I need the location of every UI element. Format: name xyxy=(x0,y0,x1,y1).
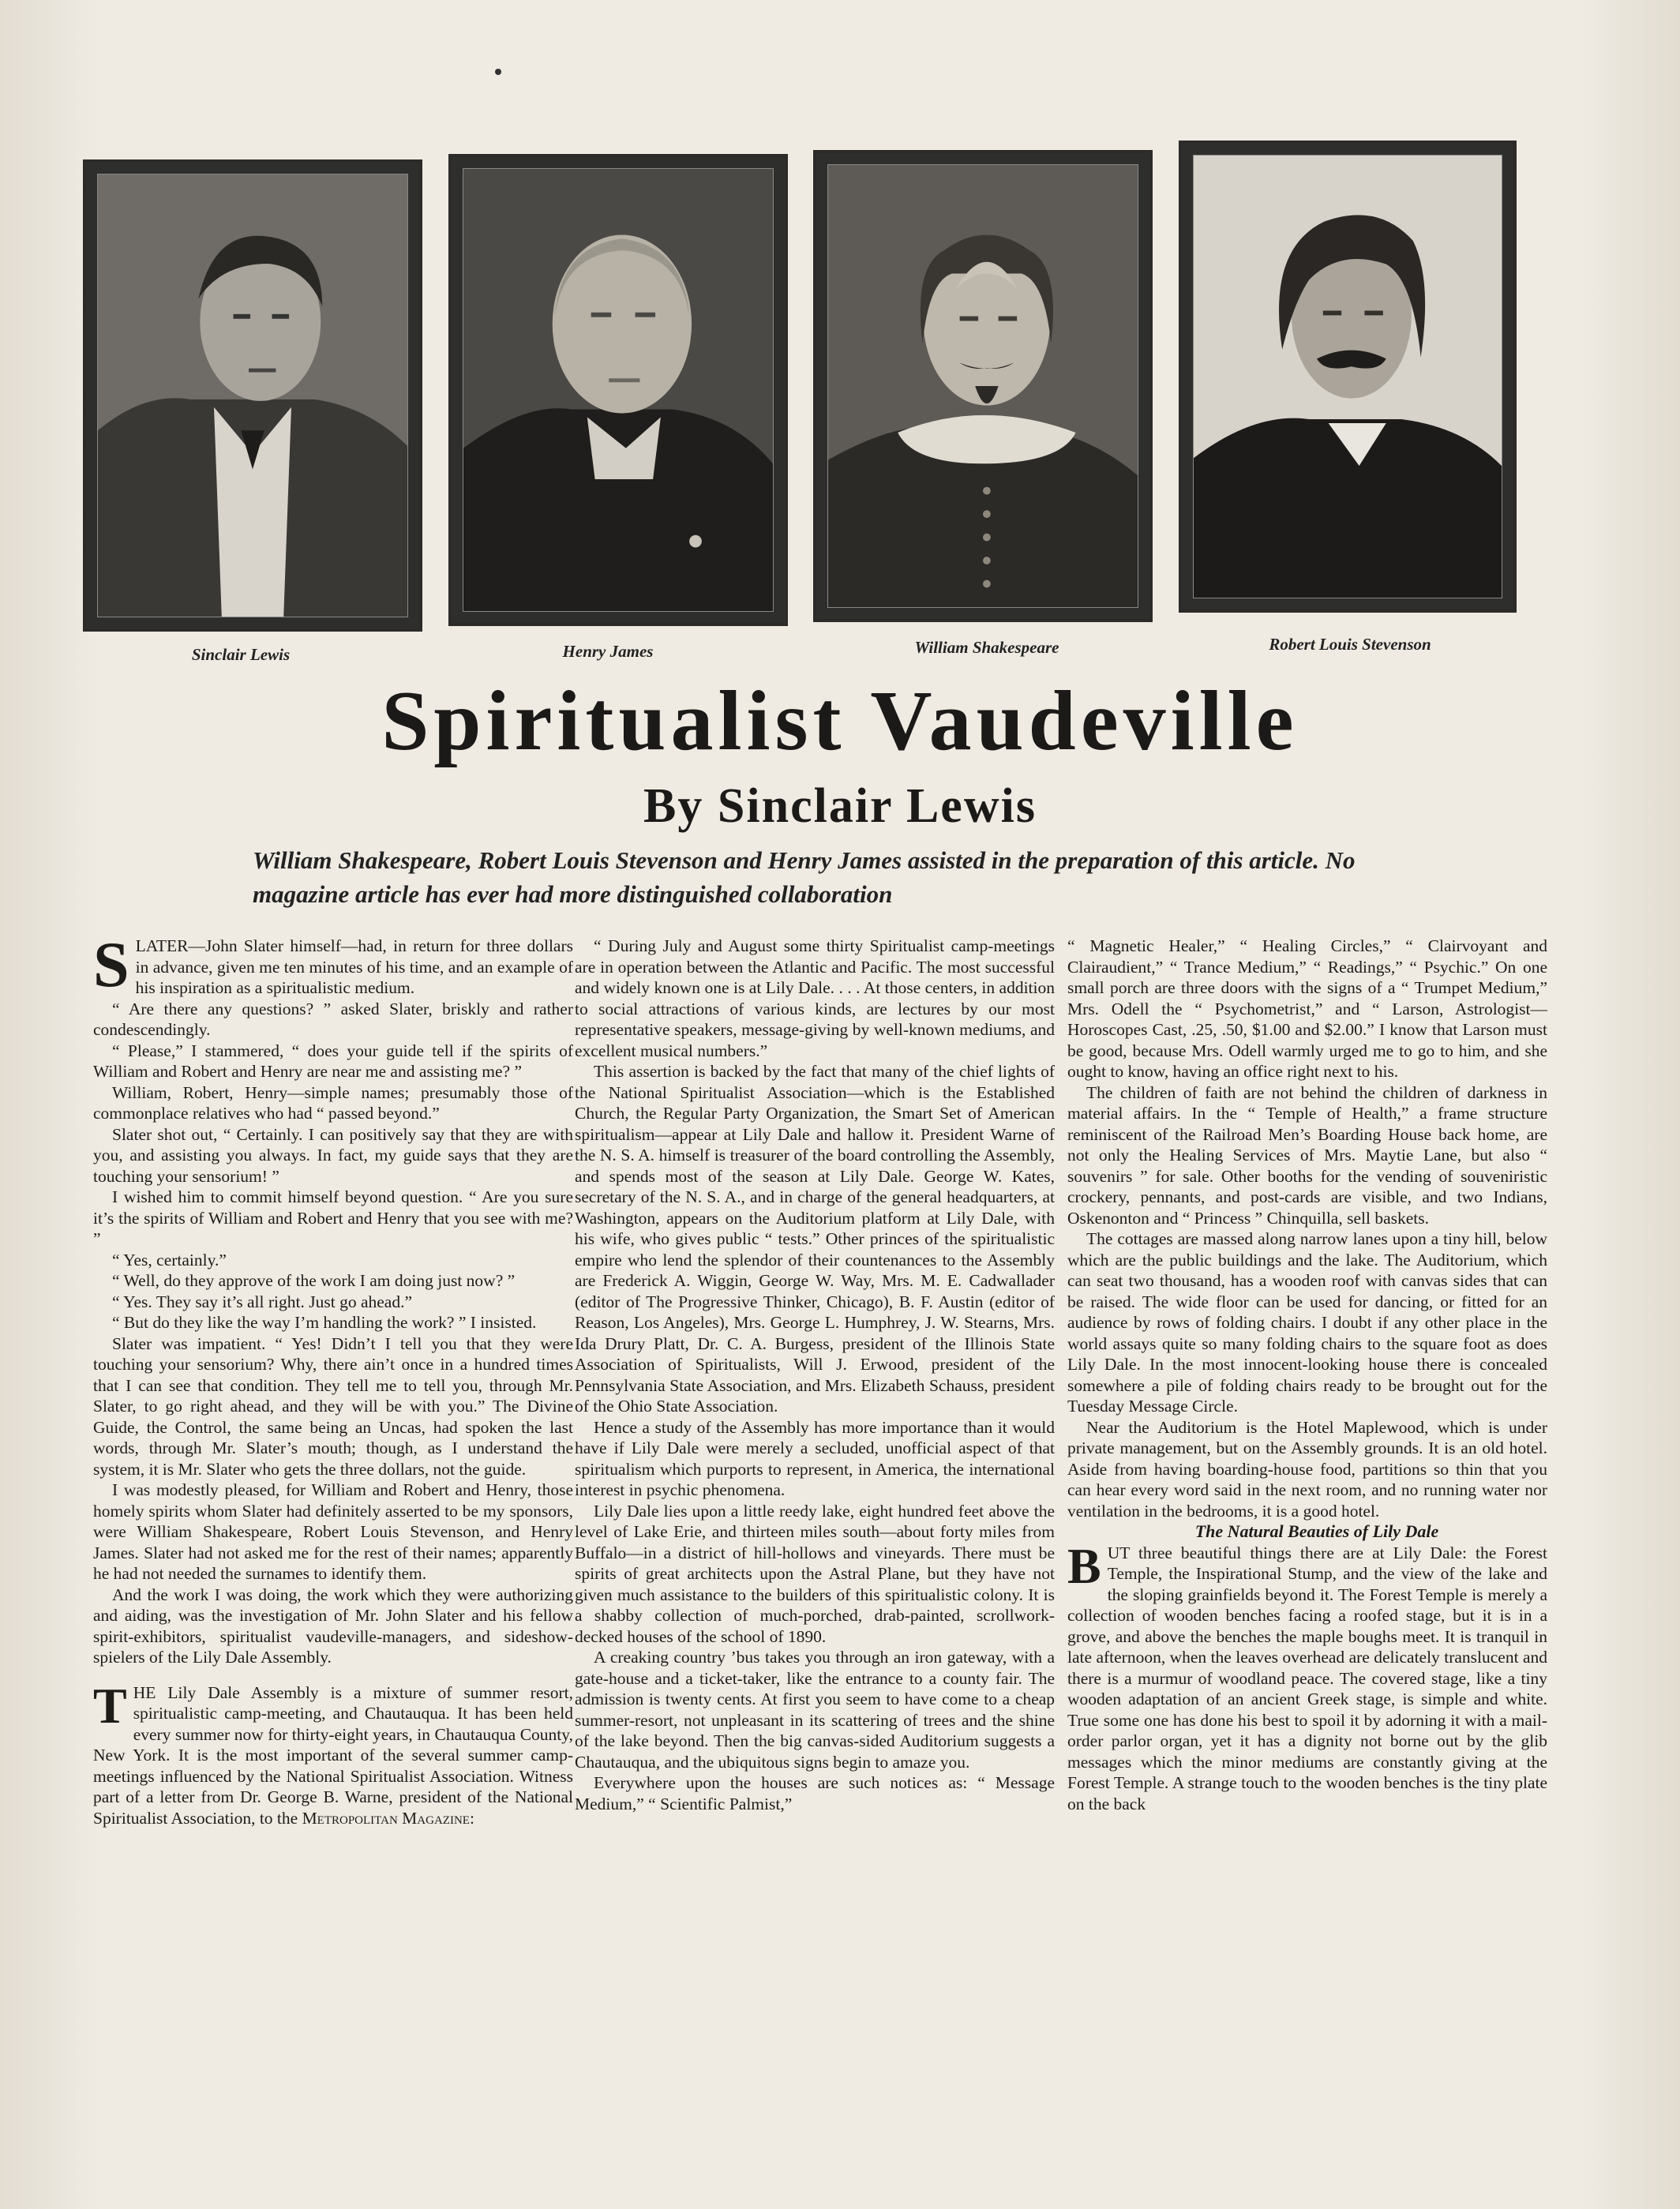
paragraph: I was modestly pleased, for William and Robert and Henry, those homely spirits whom Slater had definitely asserted to be my sponsors, were William Shakespeare, Robert Louis Stevenson, and Henry James. Slater had not asked me for the rest of their names; apparently he had not needed the surnames to identify them. xyxy=(93,1480,573,1583)
william-shakespeare-engraving xyxy=(828,165,1138,607)
paragraph: SLATER—John Slater himself—had, in return for three dollars in advance, given me ten minutes of his time, and an example of his inspiration as a spiritualistic medium. xyxy=(93,936,573,1000)
caption-henry-james: Henry James xyxy=(562,642,654,661)
paragraph: I wished him to commit himself beyond question. “ Are you sure it’s the spirits of William and Robert and Henry that you see with me? ” xyxy=(93,1187,573,1248)
paragraph: “ Magnetic Healer,” “ Healing Circles,” “ Clairvoyant and Clairaudient,” “ Trance Medium,” “ Readings,” “ Psychic.” On one small porch are three doors with the signs of a “ Trumpet Medium,” Mrs. Odell the “ Psychometrist,” and “ Larson, Astrologist—Horoscopes Cast, .25, .50, $1.00 and $2.00.” I know that Larson must be good, because Mrs. Odell warmly urged me to go to him, and she ought to know, having an office right next to his. xyxy=(1067,936,1547,1081)
ink-dot xyxy=(495,69,501,75)
text-column-3 xyxy=(1067,936,1547,2100)
portrait-william-shakespeare xyxy=(813,150,1153,622)
paragraph: “ Well, do they approve of the work I am doing just now? ” xyxy=(112,1271,516,1290)
article-deck: William Shakespeare, Robert Louis Stevenson and Henry James assisted in the preparation of this article. No magazine article has ever had more distinguished collaboration xyxy=(253,846,1356,908)
text-column-1 xyxy=(93,936,573,2100)
henry-james-photo xyxy=(463,169,773,611)
paragraph: Lily Dale lies upon a little reedy lake, eight hundred feet above the level of Lake Erie, and thirteen miles south—about forty miles from Buffalo—in a district of hill-hollows and vineyards. There must be spirits of great architects upon the Astral Plane, but they have not given much assistance to the builders of this spiritualistic colony. It is a shabby collection of much-porched, drab-painted, scrollwork-decked houses of the school of 1890. xyxy=(575,1501,1055,1646)
paragraph: Everywhere upon the houses are such notices as: “ Message Medium,” “ Scientific Palmist,” xyxy=(575,1773,1055,1813)
paragraph: BUT three beautiful things there are at Lily Dale: the Forest Temple, the Inspirational Stump, and the view of the lake and the sloping grainfields beyond it. The Forest Temple is merely a collection of wooden benches facing a roofed stage, but it is in a grove, and above the benches the maple boughs meet. It is tranquil in late afternoon, when the leaves overhead are delicately translucent and there is a murmur of woodland peace. The covered stage, like a tiny wooden adaptation of an ancient Greek stage, is simple and white. True some one has done his best to spoil it by adorning it with a mail-order parlor organ, yet it has a dignity not borne out by the glib messages which the minor mediums are constantly giving at the Forest Temple. A strange touch to the wooden benches is the tiny plate on the back xyxy=(1067,1537,1547,1813)
text-column-2 xyxy=(575,936,1055,2100)
paragraph: “ Are there any questions? ” asked Slater, briskly and rather condescendingly. xyxy=(93,999,573,1039)
drop-cap: S xyxy=(93,936,129,1000)
paragraph: The cottages are massed along narrow lanes upon a tiny hill, below which are the public buildings and the lake. The Auditorium, which can seat two thousand, has a wooden roof with canvas sides that can be raised. The wide floor can be used for dancing, or fitted for an audience by rows of folding chairs. I doubt if any other place in the world assays quite so many folding chairs to the square foot as does Lily Dale. In the most innocent-looking house there is concealed somewhere a pile of folding chairs ready to be brought out for the Tuesday Message Circle. xyxy=(1067,1229,1547,1416)
caption-william-shakespeare: William Shakespeare xyxy=(914,638,1059,657)
paragraph: “ During July and August some thirty Spiritualist camp-meetings are in operation between the Atlantic and Pacific. The most successful and widely known one is at Lily Dale. . . . At those centers, in addition to social attractions of various kinds, are lectures by our most representative speakers, message-giving by well-known mediums, and excellent musical numbers.” xyxy=(575,936,1055,1060)
paragraph: Near the Auditorium is the Hotel Maplewood, which is under private management, but on the Assembly grounds. It is an old hotel. Aside from having boarding-house food, partitions so thin that you can hear every word said in the next room, and no running water nor ventilation in the bedrooms, it is a good hotel. xyxy=(1067,1417,1547,1521)
paragraph: “ Yes. They say it’s all right. Just go ahead.” xyxy=(112,1292,412,1311)
drop-cap: B xyxy=(1067,1537,1101,1594)
paragraph: “ Please,” I stammered, “ does your guide tell if the spirits of William and Robert and Henry are near me and assisting me? ” xyxy=(93,1041,573,1081)
paragraph: Slater was impatient. “ Yes! Didn’t I tell you that they were touching your sensorium? Why, there ain’t once in a hundred times that I can see that condition. They tell me to tell you, through Mr. Slater, to go right ahead, and they will be with you.” The Divine Guide, the Control, the same being an Uncas, had spoken the last words, through Mr. Slater’s mouth; though, as I understand the system, it is Mr. Slater who gets the three dollars, not the guide. xyxy=(93,1333,573,1479)
article-byline: By Sinclair Lewis xyxy=(643,779,1037,833)
robert-louis-stevenson-photo xyxy=(1194,156,1502,598)
caption-sinclair-lewis: Sinclair Lewis xyxy=(191,645,291,664)
paragraph: A creaking country ’bus takes you through an iron gateway, with a gate-house and a ticket-taker, like the entrance to a county fair. The admission is twenty cents. At first you seem to have come to a cheap summer-resort, not unpleasant in its scattering of trees and the shine of the lake beyond. Then the big canvas-sided Auditorium suggests a Chautauqua, and the ubiquitous signs begin to amaze you. xyxy=(575,1648,1055,1772)
paragraph: And the work I was doing, the work which they were authorizing and aiding, was the investigation of Mr. John Slater and his fellow spirit-exhibitors, spiritualist vaudeville-managers, and sideshow-spielers of the Lily Dale Assembly. xyxy=(93,1585,573,1667)
sinclair-lewis-photo xyxy=(98,174,407,617)
paragraph: “ Yes, certainly.” xyxy=(112,1250,227,1270)
paragraph: The children of faith are not behind the children of darkness in material affairs. In the “ Temple of Health,” a frame structure reminiscent of the Railroad Men’s Boarding House back home, are not only the Healing Services of Mrs. Maytie Lane, but also “ souvenirs ” for sale. Other booths for the vending of souveniristic crockery, pennants, and post-cards are visible, and two Indians, Oskenonton and “ Princess ” Chinquilla, sell baskets. xyxy=(1067,1082,1547,1228)
caption-robert-louis-stevenson: Robert Louis Stevenson xyxy=(1269,635,1431,654)
portrait-robert-louis-stevenson xyxy=(1179,141,1517,613)
article-title: Spiritualist Vaudeville xyxy=(381,674,1299,768)
paragraph: “ But do they like the way I’m handling the work? ” I insisted. xyxy=(112,1313,537,1332)
portrait-sinclair-lewis xyxy=(83,159,422,632)
portrait-henry-james xyxy=(448,154,788,626)
section-subhead: The Natural Beauties of Lily Dale xyxy=(1194,1521,1439,1541)
paragraph: THE Lily Dale Assembly is a mixture of summer resort, spiritualistic camp-meeting, and Chautauqua. It has been held every summer now for thirty-eight years, in Chautauqua County, New York. It is the most important of the several summer camp-meetings influenced by the National Spiritualist Association. Witness part of a letter from Dr. George B. Warne, president of the National Spiritualist Association, to the Metropolitan Magazine: xyxy=(93,1677,573,1828)
paragraph: William, Robert, Henry—simple names; presumably those of commonplace relatives who had “ passed beyond.” xyxy=(93,1082,573,1123)
paragraph: Slater shot out, “ Certainly. I can positively say that they are with you, and assisting you always. In fact, my guide says that they are touching your sensorium! ” xyxy=(93,1124,573,1186)
drop-cap: T xyxy=(93,1677,127,1734)
paragraph: This assertion is backed by the fact that many of the chief lights of the National Spiritualist Association—which is the Established Church, the Regular Party Organization, the Smart Set of American spiritualism—appear at Lily Dale and hallow it. President Warne of the N. S. A. himself is treasurer of the board controlling the Assembly, and spends most of the season at Lily Dale. George W. Kates, secretary of the N. S. A., and in charge of the general headquarters, at Washington, appears on the Auditorium platform at Lily Dale, with his wife, who gives public “ tests.” Other princes of the spiritualistic empire who lend the splendor of their countenances to the Assembly are Frederick A. Wiggin, George W. Way, Mrs. M. E. Cadwallader (editor of The Progressive Thinker, Chicago), B. F. Austin (editor of Reason, Los Angeles), Mrs. George L. Humphrey, J. W. Stearns, Mrs. Ida Drury Platt, Dr. C. A. Burgess, president of the Illinois State Association of Spiritualists, Will J. Erwood, president of the Pennsylvania State Association, and Mrs. Elizabeth Schauss, president of the Ohio State Association. xyxy=(575,1062,1055,1416)
paragraph: Hence a study of the Assembly has more importance than it would have if Lily Dale were merely a secluded, unofficial aspect of that spiritualism which purports to represent, in America, the international interest in psychic phenomena. xyxy=(575,1417,1055,1499)
